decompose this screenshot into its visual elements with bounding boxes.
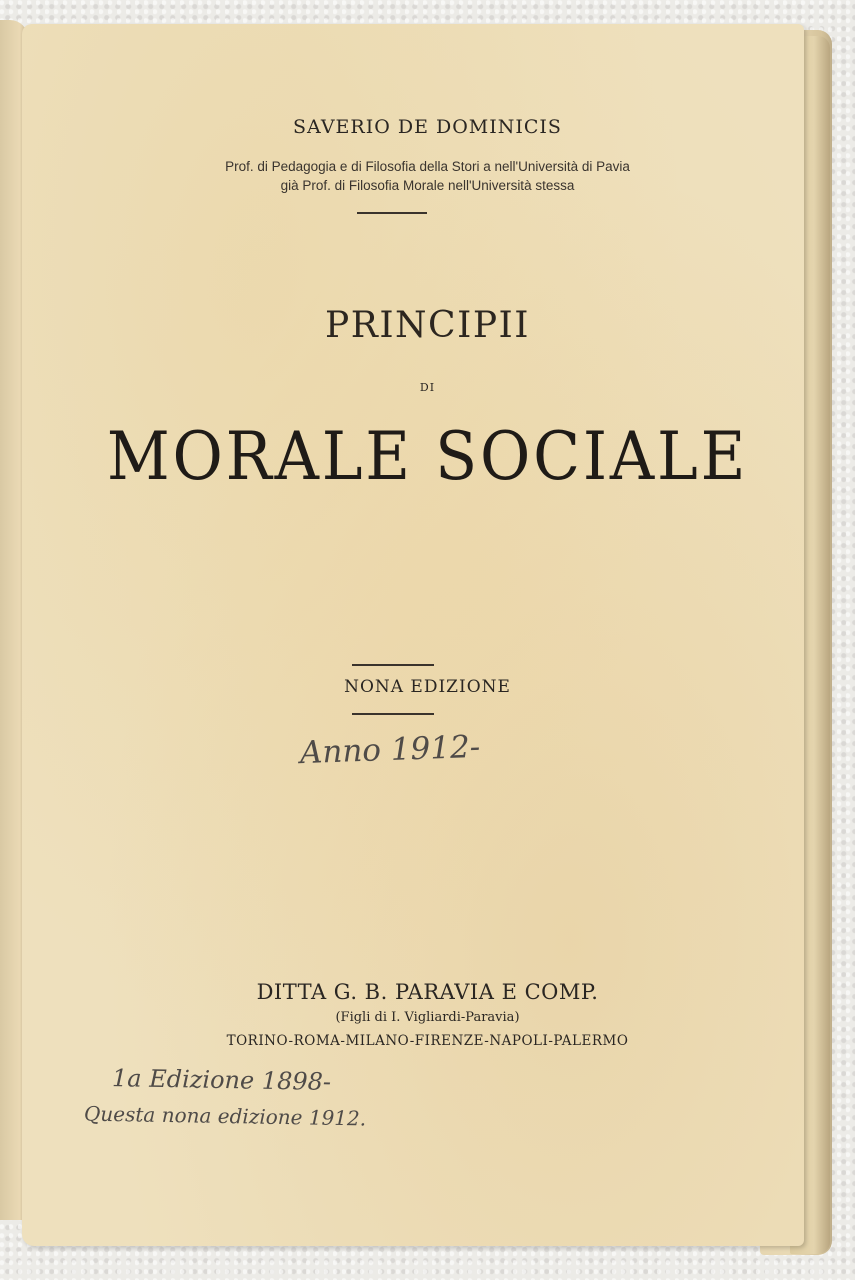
publisher-subtitle: (Figli di I. Vigliardi-Paravia) bbox=[335, 1010, 520, 1025]
divider-edition-top bbox=[352, 664, 434, 666]
author-affiliation-2: già Prof. di Filosofia Morale nell'Università stessa bbox=[280, 178, 575, 193]
title-page bbox=[22, 24, 804, 1246]
title-connector: DI bbox=[419, 381, 436, 394]
author-name: SAVERIO DE DOMINICIS bbox=[293, 116, 562, 138]
handwritten-first-edition-note: 1a Edizione 1898- bbox=[111, 1064, 332, 1096]
divider-author bbox=[357, 212, 427, 214]
handwritten-year-note: Anno 1912- bbox=[299, 728, 481, 772]
publisher-name: DITTA G. B. PARAVIA E COMP. bbox=[256, 980, 599, 1004]
publisher-cities: TORINO-ROMA-MILANO-FIRENZE-NAPOLI-PALERMO bbox=[226, 1033, 629, 1049]
edition-label: NONA EDIZIONE bbox=[344, 677, 511, 697]
divider-edition-bottom bbox=[352, 713, 434, 715]
title-principii: PRINCIPII bbox=[325, 305, 530, 346]
title-main: MORALE SOCIALE bbox=[106, 418, 749, 495]
author-affiliation-1: Prof. di Pedagogia e di Filosofia della Stori a nell'Università di Pavia bbox=[225, 159, 630, 174]
handwritten-this-edition-note: Questa nona edizione 1912. bbox=[83, 1101, 367, 1131]
